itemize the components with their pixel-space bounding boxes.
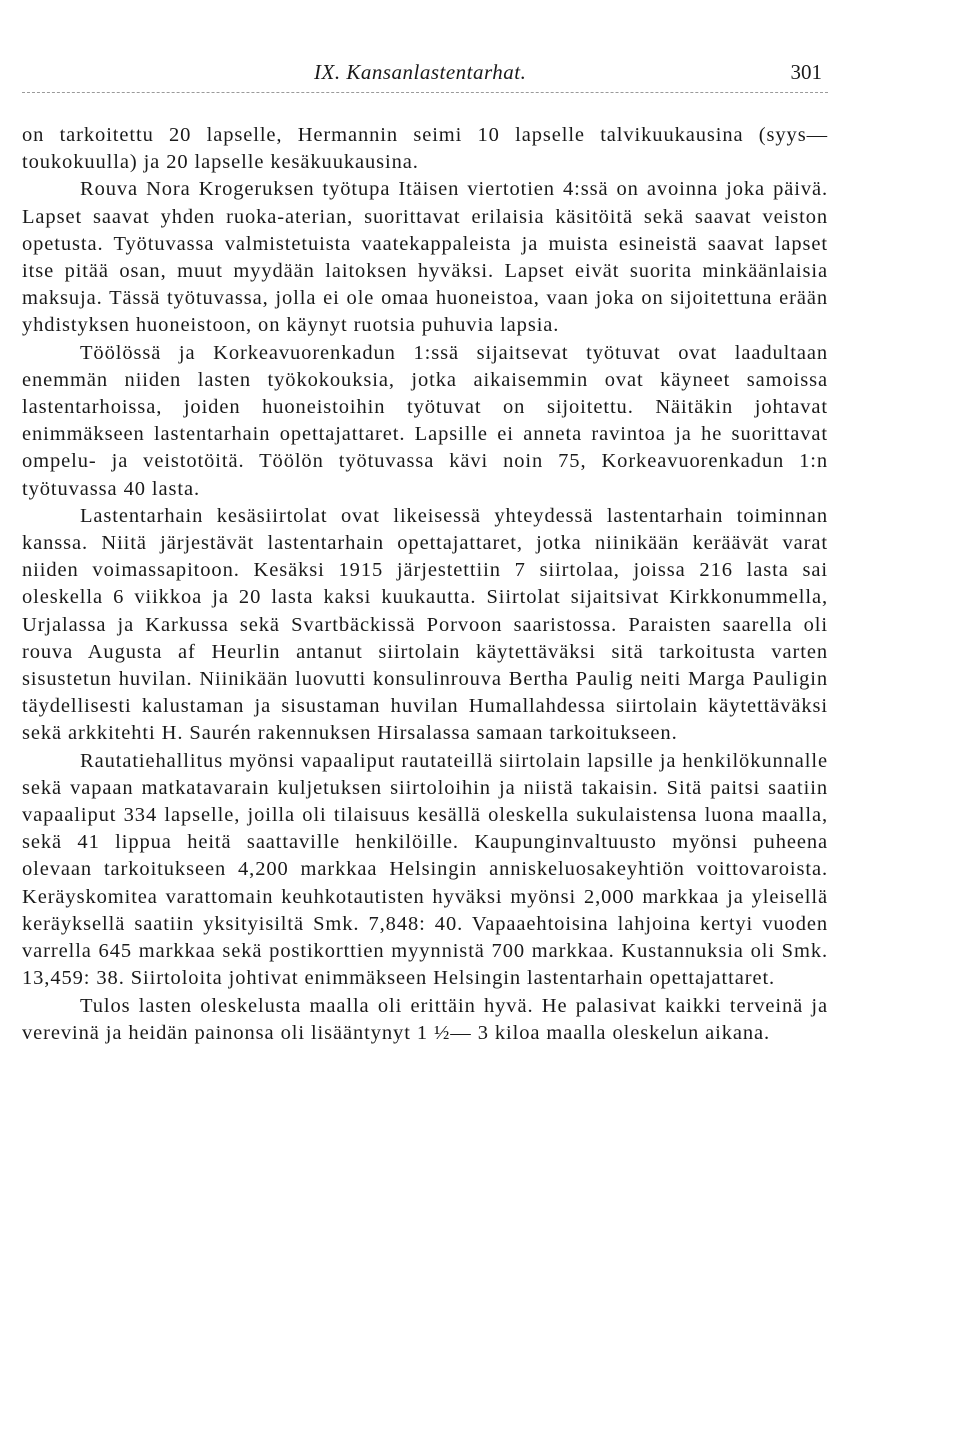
header-rule bbox=[22, 92, 828, 93]
paragraph-1: on tarkoitettu 20 lapselle, Hermannin seimi 10 lapselle talvikuukausina (syys—toukokuulla) ja 20 lapselle kesäkuukausina. bbox=[22, 124, 828, 174]
paragraph-5: Rautatiehallitus myönsi vapaaliput rautateillä siirtolain lapsille ja henkilökunnalle sekä vapaan matkatavarain kuljetuksen siirtoloihin ja niistä takaisin. Sitä paitsi saatiin vapaaliput 334 lapselle, joilla oli tilaisuus kesällä oleskella sukulaistensa luona maalla, sekä 41 lippua heitä saattaville henkilöille. Kaupunginvaltuusto myönsi puheena olevaan tarkoitukseen 4,200 markkaa Helsingin anniskeluosakeyhtiön voittovaroista. Keräyskomitea varattomain keuhkotautisten hyväksi myönsi 2,000 markkaa ja yleisellä keräyksellä saatiin yksityisiltä Smk. 7,848: 40. Vapaaehtoisina lahjoina kertyi vuoden varrella 645 markkaa sekä postikorttien myynnistä 700 markkaa. Kustannuksia oli Smk. 13,459: 38. Siirtoloita johtivat enimmäkseen Helsingin lastentarhain opettajattaret. bbox=[22, 749, 828, 990]
paragraph-2: Rouva Nora Krogeruksen työtupa Itäisen viertotien 4:ssä on avoinna joka päivä. Lapset saavat yhden ruoka-aterian, suorittavat erilaisia käsitöitä sekä saavat veiston opetusta. Työtuvassa valmistetuista vaatekappaleista ja muista esineistä saavat lapset itse pitää osan, muut myydään laitoksen hyväksi. Lapset eivät suorita minkäänlaisia maksuja. Tässä työtuvassa, jolla ei ole omaa huoneistoa, vaan joka on sijoitettuna erään yhdistyksen huoneistoon, on käynyt ruotsia puhuvia lapsia. bbox=[22, 178, 828, 337]
running-head bbox=[22, 60, 828, 90]
paragraph-3: Töölössä ja Korkeavuorenkadun 1:ssä sijaitsevat työtuvat ovat laadultaan enemmän niiden lasten työkokouksia, jotka aikaisemmin ovat käyneet samoissa lastentarhoissa, joiden huoneistoihin työtuvat on sijoitettu. Näitäkin johtavat enimmäkseen lastentarhain opettajattaret. Lapsille ei anneta ravintoa ja he suorittavat ompelu- ja veistotöitä. Töölön työtuvassa kävi noin 75, Korkeavuorenkadun 1:n työtuvassa 40 lasta. bbox=[22, 341, 828, 500]
page-number: 301 bbox=[790, 60, 822, 84]
body-text bbox=[22, 122, 828, 1047]
chapter-title: IX. Kansanlastentarhat. bbox=[314, 60, 527, 84]
paragraph-6: Tulos lasten oleskelusta maalla oli erittäin hyvä. He palasivat kaikki terveinä ja verevinä ja heidän painonsa oli lisääntynyt 1 ½— 3 kiloa maalla oleskelun aikana. bbox=[22, 994, 828, 1044]
paragraph-4: Lastentarhain kesäsiirtolat ovat likeisessä yhteydessä lastentarhain toiminnan kanssa. Niitä järjestävät lastentarhain opettajattaret, jotka niinikään keräävät varat niiden voimassapitoon. Kesäksi 1915 järjestettiin 7 siirtolaa, joissa 216 lasta sai oleskella 6 viikkoa ja 20 lasta kaksi kuukautta. Siirtolat sijaitsivat Kirkkonummella, Urjalassa ja Karkussa sekä Svartbäckissä Porvoon saaristossa. Paraisten saarella oli rouva Augusta af Heurlin antanut siirtolain käytettäväksi sitä tarkoitusta varten sisustetun huvilan. Niinikään luovutti konsulinrouva Bertha Paulig neiti Marga Pauligin täydellisesti kalustaman ja sisustaman huvilan Humallahdessa siirtolain käytettäväksi sekä arkkitehti H. Saurén rakennuksen Hirsalassa samaan tarkoitukseen. bbox=[22, 504, 828, 745]
